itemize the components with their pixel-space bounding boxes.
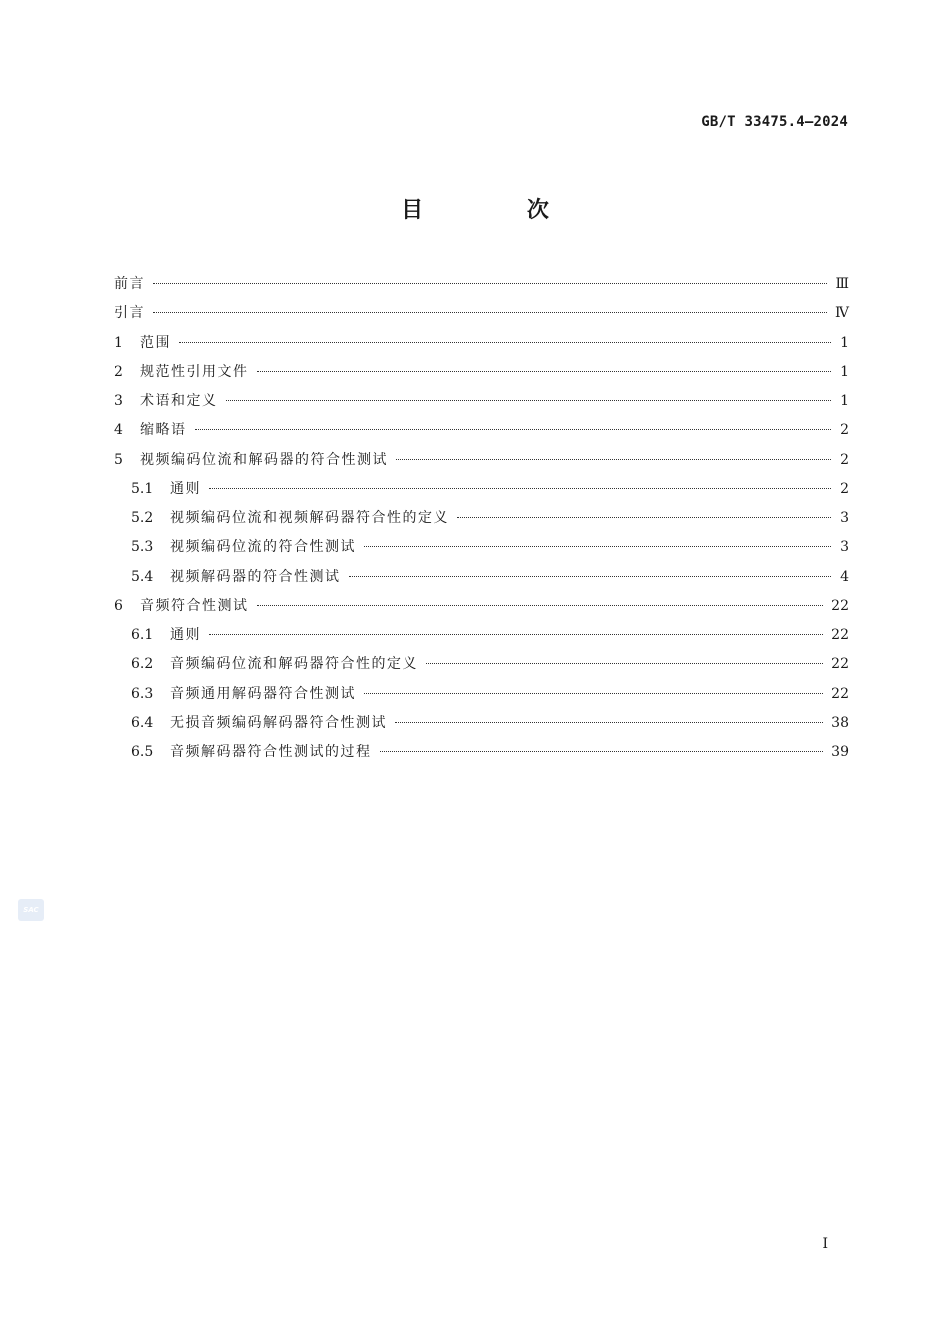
toc-entry-page: 2 [840, 451, 849, 468]
toc-entry[interactable] [114, 303, 849, 332]
toc-dot-leader [209, 634, 823, 635]
toc-entry-label: 规范性引用文件 [140, 363, 249, 380]
toc-entry[interactable] [114, 625, 849, 654]
sac-logo-watermark: SAC [18, 899, 44, 921]
toc-entry-page: 4 [840, 568, 849, 585]
toc-entry-page: 2 [840, 480, 849, 497]
toc-entry-number: 6.1 [131, 627, 154, 643]
toc-dot-leader [395, 722, 823, 723]
toc-dot-leader [257, 605, 824, 606]
toc-entry-page: 22 [831, 627, 849, 643]
toc-entry-label: 引言 [114, 305, 145, 322]
toc-entry[interactable] [114, 450, 849, 479]
toc-entry-label: 音频符合性测试 [140, 597, 249, 614]
toc-entry[interactable] [114, 742, 849, 771]
toc-entry-number: 6.4 [131, 714, 154, 731]
toc-entry-number: 3 [114, 393, 123, 409]
toc-entry-label: 视频编码位流的符合性测试 [170, 539, 356, 556]
toc-entry-label: 音频通用解码器符合性测试 [170, 685, 356, 702]
toc-entry-number: 6.5 [131, 744, 154, 760]
page-title: 目 次 [401, 198, 597, 223]
toc-entry-number: 5.4 [131, 568, 154, 585]
toc-entry-page: 3 [840, 510, 849, 526]
toc-entry-page: 1 [840, 334, 849, 351]
toc-entry[interactable] [114, 508, 849, 537]
toc-entry-number: 4 [114, 422, 123, 439]
toc-dot-leader [349, 576, 832, 577]
toc-entry-page: 39 [831, 744, 849, 760]
toc-dot-leader [364, 546, 831, 547]
toc-dot-leader [380, 751, 824, 752]
toc-entry-label: 缩略语 [140, 422, 187, 439]
toc-entry-label: 通则 [170, 627, 201, 643]
toc-entry-page: 38 [831, 714, 849, 731]
toc-entry[interactable] [114, 391, 849, 420]
toc-entry-page: 22 [831, 656, 849, 673]
toc-dot-leader [179, 342, 831, 343]
toc-entry-label: 前言 [114, 276, 145, 292]
toc-entry[interactable] [114, 684, 849, 713]
toc-entry[interactable] [114, 362, 849, 391]
toc-entry-page: Ⅲ [835, 276, 849, 292]
toc-dot-leader [209, 488, 831, 489]
toc-entry-number: 6.3 [131, 685, 154, 702]
toc-entry-number: 5.2 [131, 510, 154, 526]
toc-dot-leader [226, 400, 832, 401]
toc-entry-label: 视频解码器的符合性测试 [170, 568, 341, 585]
toc-dot-leader [153, 283, 827, 284]
toc-entry[interactable] [114, 333, 849, 362]
toc-entry-number: 6 [114, 597, 123, 614]
toc-entry-page: 1 [840, 393, 849, 409]
toc-entry-label: 通则 [170, 480, 201, 497]
toc-entry-label: 范围 [140, 334, 171, 351]
toc-dot-leader [457, 517, 831, 518]
toc-entry[interactable] [114, 596, 849, 625]
toc-entry-page: Ⅳ [835, 305, 849, 322]
toc-entry-page: 2 [840, 422, 849, 439]
toc-entry-label: 视频编码位流和视频解码器符合性的定义 [170, 510, 449, 526]
toc-entry-number: 1 [114, 334, 123, 351]
toc-entry-number: 2 [114, 363, 123, 380]
toc-entry-page: 22 [831, 597, 849, 614]
toc-dot-leader [396, 459, 831, 460]
toc-dot-leader [153, 312, 827, 313]
toc-entry-number: 5.3 [131, 539, 154, 556]
toc-entry[interactable] [114, 479, 849, 508]
toc-dot-leader [257, 371, 832, 372]
toc-entry-label: 无损音频编码解码器符合性测试 [170, 714, 387, 731]
toc-entry-number: 5.1 [131, 480, 154, 497]
toc-entry[interactable] [114, 274, 849, 303]
toc-dot-leader [195, 429, 832, 430]
toc-entry-number: 6.2 [131, 656, 154, 673]
toc-dot-leader [426, 663, 823, 664]
toc-entry[interactable] [114, 654, 849, 683]
toc-entry[interactable] [114, 537, 849, 566]
toc-entry-page: 1 [840, 363, 849, 380]
toc-entry-label: 视频编码位流和解码器的符合性测试 [140, 451, 388, 468]
toc-entry[interactable] [114, 567, 849, 596]
toc-entry-page: 3 [840, 539, 849, 556]
toc-entry-label: 音频编码位流和解码器符合性的定义 [170, 656, 418, 673]
toc-entry-page: 22 [831, 685, 849, 702]
toc-entry[interactable] [114, 713, 849, 742]
toc-entry-label: 音频解码器符合性测试的过程 [170, 744, 372, 760]
table-of-contents [114, 274, 849, 771]
toc-entry-number: 5 [114, 451, 123, 468]
page-number: I [822, 1236, 828, 1252]
toc-entry[interactable] [114, 420, 849, 449]
standard-code: GB/T 33475.4—2024 [701, 114, 848, 130]
toc-entry-label: 术语和定义 [140, 393, 218, 409]
toc-dot-leader [364, 693, 823, 694]
